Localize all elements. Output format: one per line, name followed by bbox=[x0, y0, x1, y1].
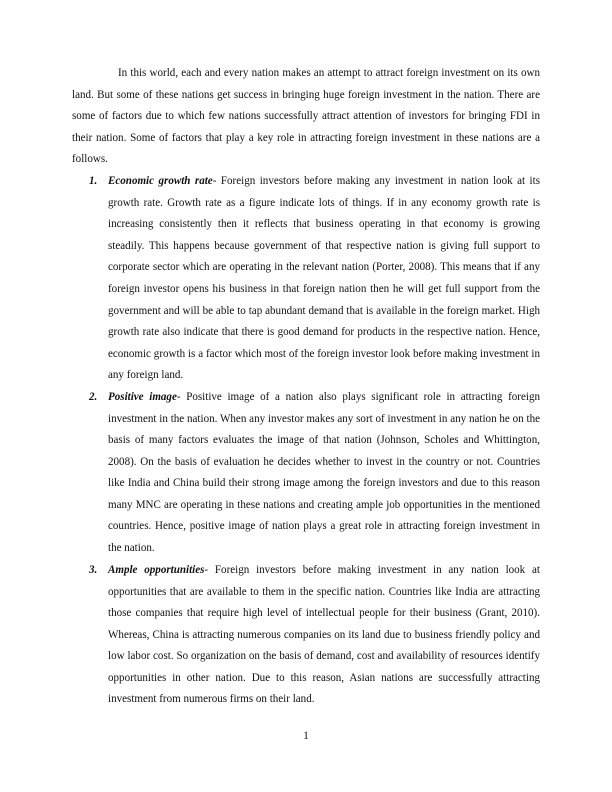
list-item-text: - Positive image of a nation also plays significant role in attracting foreign investment in the nation. When any investor makes any sort of investment in any nation he on the basis of many factors evaluates the image of that nation (Johnson, Scholes and Whittington, 2008). On the basis of evaluation he decides whether to invest in the country or not. Countries like India and China build their strong image among the foreign investors and due to this reason many MNC are operating in these nations and creating ample job opportunities in the mentioned countries. Hence, positive image of nation plays a great role in attracting foreign investment in the nation. bbox=[108, 391, 540, 555]
document-body bbox=[72, 63, 540, 711]
list-item-text: - Foreign investors before making investment in any nation look at opportunities that are available to them in the specific nation. Countries like India are attracting those companies that require high level of intellectual people for their business (Grant, 2010). Whereas, China is attracting numerous companies on its land due to business friendly policy and low labor cost. So organization on the basis of demand, cost and availability of resources identify opportunities in other nation. Due to this reason, Asian nations are successfully attracting investment from numerous firms on their land. bbox=[108, 564, 540, 706]
intro-paragraph: In this world, each and every nation makes an attempt to attract foreign investment on its own land. But some of these nations get success in bringing huge foreign investment in the nation. There are some of factors due to which few nations successfully attract attention of investors for bringing FDI in their nation. Some of factors that play a key role in attracting foreign investment in these nations are a follows. bbox=[72, 67, 540, 166]
factor-list bbox=[72, 171, 540, 711]
list-item-number: 2. bbox=[89, 391, 98, 404]
list-item-text: - Foreign investors before making any investment in nation look at its growth rate. Growth rate as a figure indicate lots of things. If in any economy growth rate is increasing consistently then it reflects that business operating in that economy is growing steadily. This happens because government of that respective nation is giving full support to corporate sector which are operating in the relevant nation (Porter, 2008). This means that if any foreign investor opens his business in that foreign nation then he will get full support from the government and will be able to tap abundant demand that is available in the foreign market. High growth rate also indicate that there is good demand for products in the respective nation. Hence, economic growth is a factor which most of the foreign investor look before making investment in any foreign land. bbox=[108, 175, 540, 382]
list-item-paragraph bbox=[108, 171, 540, 386]
list-item bbox=[72, 171, 540, 386]
list-item-term: Economic growth rate bbox=[108, 175, 213, 188]
list-item-number: 1. bbox=[89, 175, 98, 188]
list-item bbox=[72, 560, 540, 711]
list-item bbox=[72, 387, 540, 559]
list-item-term: Positive image bbox=[108, 391, 177, 404]
list-item-paragraph bbox=[108, 560, 540, 711]
list-item-term: Ample opportunities bbox=[108, 564, 205, 577]
page-number: 1 bbox=[303, 730, 309, 742]
list-item-number: 3. bbox=[89, 564, 98, 577]
list-item-paragraph bbox=[108, 387, 540, 559]
